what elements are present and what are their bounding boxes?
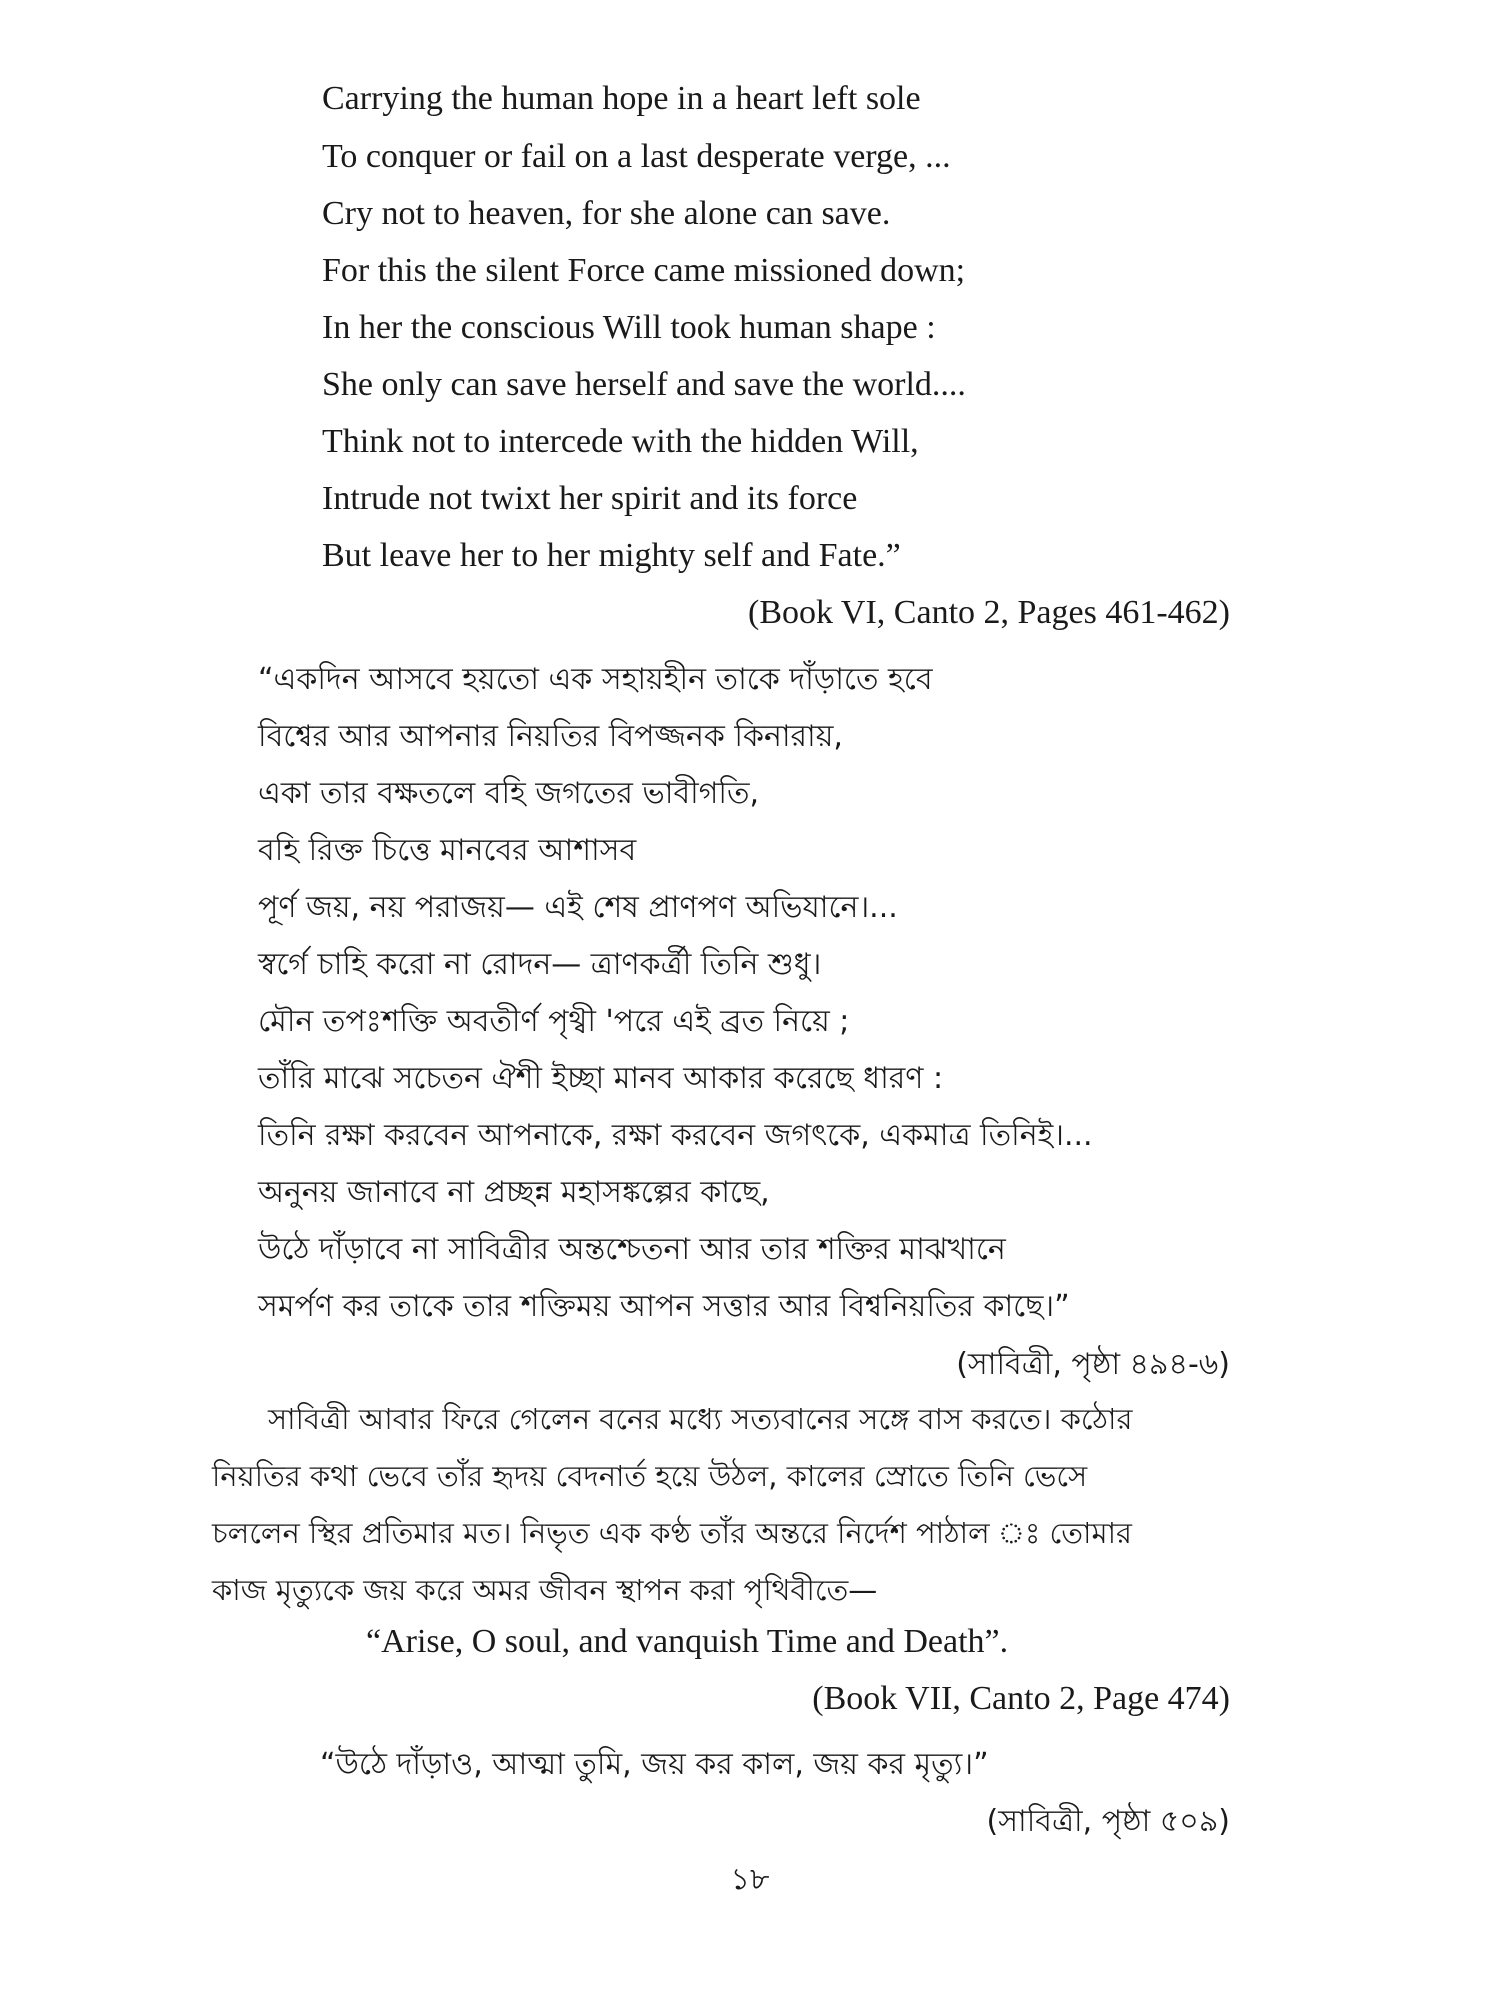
- quote-line: “একদিন আসবে হয়তো এক সহায়হীন তাকে দাঁড়াতে হবে: [258, 662, 933, 697]
- quote-line: Think not to intercede with the hidden Will,: [322, 423, 919, 460]
- citation: (Book VI, Canto 2, Pages 461-462): [748, 594, 1230, 631]
- quote-line: মৌন তপঃশক্তি অবতীর্ণ পৃথ্বী 'পরে এই ব্রত নিয়ে ;: [258, 1004, 850, 1039]
- quote-line: But leave her to her mighty self and Fate.”: [322, 537, 901, 574]
- quote-line: উঠে দাঁড়াবে না সাবিত্রীর অন্তশ্চেতনা আর তার শক্তির মাঝখানে: [258, 1232, 1006, 1267]
- quote-line: Carrying the human hope in a heart left sole: [322, 80, 921, 117]
- quote-line: স্বর্গে চাহি করো না রোদন— ত্রাণকর্ত্রী তিনি শুধু।: [258, 947, 822, 982]
- citation: (সাবিত্রী, পৃষ্ঠা ৫০৯): [986, 1804, 1230, 1839]
- quote-line: অনুনয় জানাবে না প্রচ্ছন্ন মহাসঙ্কল্পের কাছে,: [258, 1175, 770, 1210]
- citation: (সাবিত্রী, পৃষ্ঠা ৪৯৪-৬): [956, 1347, 1230, 1382]
- quote-line: একা তার বক্ষতলে বহি জগতের ভাবীগতি,: [258, 776, 760, 811]
- quote-line: She only can save herself and save the world....: [322, 366, 966, 403]
- quote-line: পূর্ণ জয়, নয় পরাজয়— এই শেষ প্রাণপণ অভিযানে।...: [258, 890, 898, 925]
- paragraph-line: চললেন স্থির প্রতিমার মত। নিভৃত এক কণ্ঠ তাঁর অন্তরে নির্দেশ পাঠাল ঃ তোমার: [212, 1516, 1132, 1550]
- quote-line: To conquer or fail on a last desperate verge, ...: [322, 138, 951, 175]
- quote-line: For this the silent Force came missioned down;: [322, 252, 966, 289]
- quote-line: সমর্পণ কর তাকে তার শক্তিময় আপন সত্তার আর বিশ্বনিয়তির কাছে।”: [258, 1289, 1070, 1324]
- quote-line: তাঁরি মাঝে সচেতন ঐশী ইচ্ছা মানব আকার করেছে ধারণ :: [258, 1061, 944, 1096]
- quote-line: বিশ্বের আর আপনার নিয়তির বিপজ্জনক কিনারায়,: [258, 719, 843, 754]
- page-number: ১৮: [730, 1862, 770, 1897]
- quote-line: In her the conscious Will took human shape :: [322, 309, 936, 346]
- quote-line: Cry not to heaven, for she alone can save.: [322, 195, 891, 232]
- quote-line: “উঠে দাঁড়াও, আত্মা তুমি, জয় কর কাল, জয় কর মৃত্যু।”: [320, 1747, 989, 1782]
- quote-line: বহি রিক্ত চিত্তে মানবের আশাসব: [258, 833, 637, 868]
- paragraph-line: কাজ মৃত্যুকে জয় করে অমর জীবন স্থাপন করা পৃথিবীতে—: [212, 1573, 878, 1607]
- citation: (Book VII, Canto 2, Page 474): [812, 1680, 1230, 1717]
- paragraph-line: নিয়তির কথা ভেবে তাঁর হৃদয় বেদনার্ত হয়ে উঠল, কালের স্রোতে তিনি ভেসে: [212, 1459, 1088, 1493]
- paragraph-line: সাবিত্রী আবার ফিরে গেলেন বনের মধ্যে সত্যবানের সঙ্গে বাস করতে। কঠোর: [268, 1402, 1133, 1436]
- quote-line: তিনি রক্ষা করবেন আপনাকে, রক্ষা করবেন জগৎকে, একমাত্র তিনিই।...: [258, 1118, 1093, 1153]
- quote-line: “Arise, O soul, and vanquish Time and Death”.: [366, 1623, 1009, 1660]
- quote-line: Intrude not twixt her spirit and its force: [322, 480, 858, 517]
